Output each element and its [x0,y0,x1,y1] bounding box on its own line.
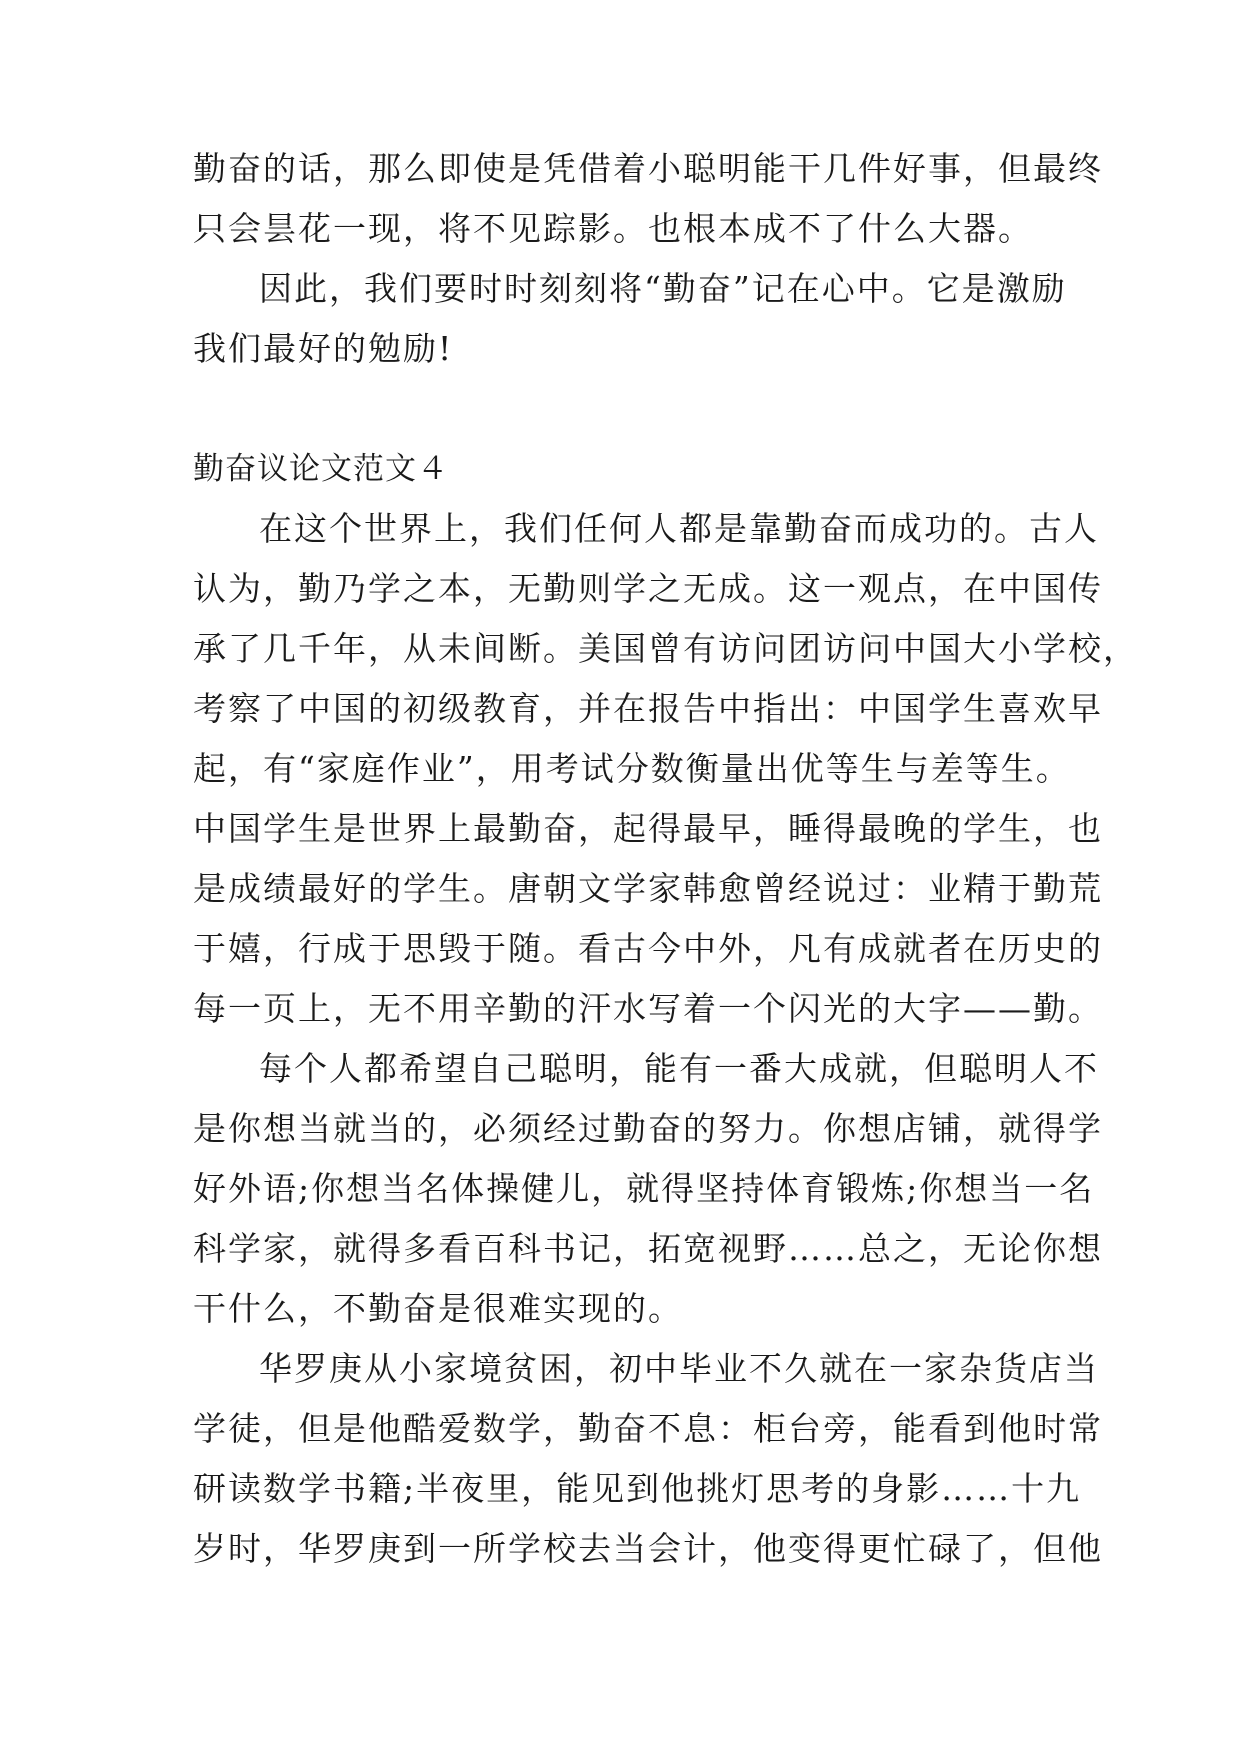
paragraph-line: 因此，我们要时时刻刻将“勤奋”记在心中。它是激励 [259,269,1067,308]
paragraph-line: 科学家，就得多看百科书记，拓宽视野……总之，无论你想 [193,1229,1103,1268]
paragraph-line: 好外语;你想当名体操健儿，就得坚持体育锻炼;你想当一名 [193,1169,1095,1208]
paragraph-line: 每一页上，无不用辛勤的汗水写着一个闪光的大字——勤。 [193,989,1103,1028]
paragraph-line: 每个人都希望自己聪明，能有一番大成就，但聪明人不 [259,1049,1099,1088]
paragraph-line: 在这个世界上，我们任何人都是靠勤奋而成功的。古人 [259,509,1099,548]
paragraph-line: 中国学生是世界上最勤奋，起得最早，睡得最晚的学生，也 [193,809,1103,848]
paragraph-line: 是你想当就当的，必须经过勤奋的努力。你想店铺，就得学 [193,1109,1103,1148]
paragraph-line: 起，有“家庭作业”，用考试分数衡量出优等生与差等生。 [193,749,1071,788]
paragraph-line: 考察了中国的初级教育，并在报告中指出：中国学生喜欢早 [193,689,1103,728]
paragraph-line: 是成绩最好的学生。唐朝文学家韩愈曾经说过：业精于勤荒 [193,869,1103,908]
paragraph-line: 岁时，华罗庚到一所学校去当会计，他变得更忙碌了，但他 [193,1529,1103,1568]
paragraph-line: 只会昙花一现，将不见踪影。也根本成不了什么大器。 [193,209,1033,248]
section-heading: 勤奋议论文范文４ [193,451,449,487]
paragraph-line: 华罗庚从小家境贫困，初中毕业不久就在一家杂货店当 [259,1349,1099,1388]
paragraph-line: 干什么，不勤奋是很难实现的。 [193,1289,683,1328]
paragraph-line: 承了几千年，从未间断。美国曾有访问团访问中国大小学校， [193,629,1138,668]
paragraph-line: 认为，勤乃学之本，无勤则学之无成。这一观点，在中国传 [193,569,1103,608]
paragraph-line: 我们最好的勉励! [193,329,454,368]
paragraph-line: 于嬉，行成于思毁于随。看古今中外，凡有成就者在历史的 [193,929,1103,968]
paragraph-line: 勤奋的话，那么即使是凭借着小聪明能干几件好事，但最终 [193,149,1103,188]
paragraph-line: 研读数学书籍;半夜里，能见到他挑灯思考的身影……十九 [193,1469,1082,1508]
paragraph-line: 学徒，但是他酷爱数学，勤奋不息：柜台旁，能看到他时常 [193,1409,1103,1448]
